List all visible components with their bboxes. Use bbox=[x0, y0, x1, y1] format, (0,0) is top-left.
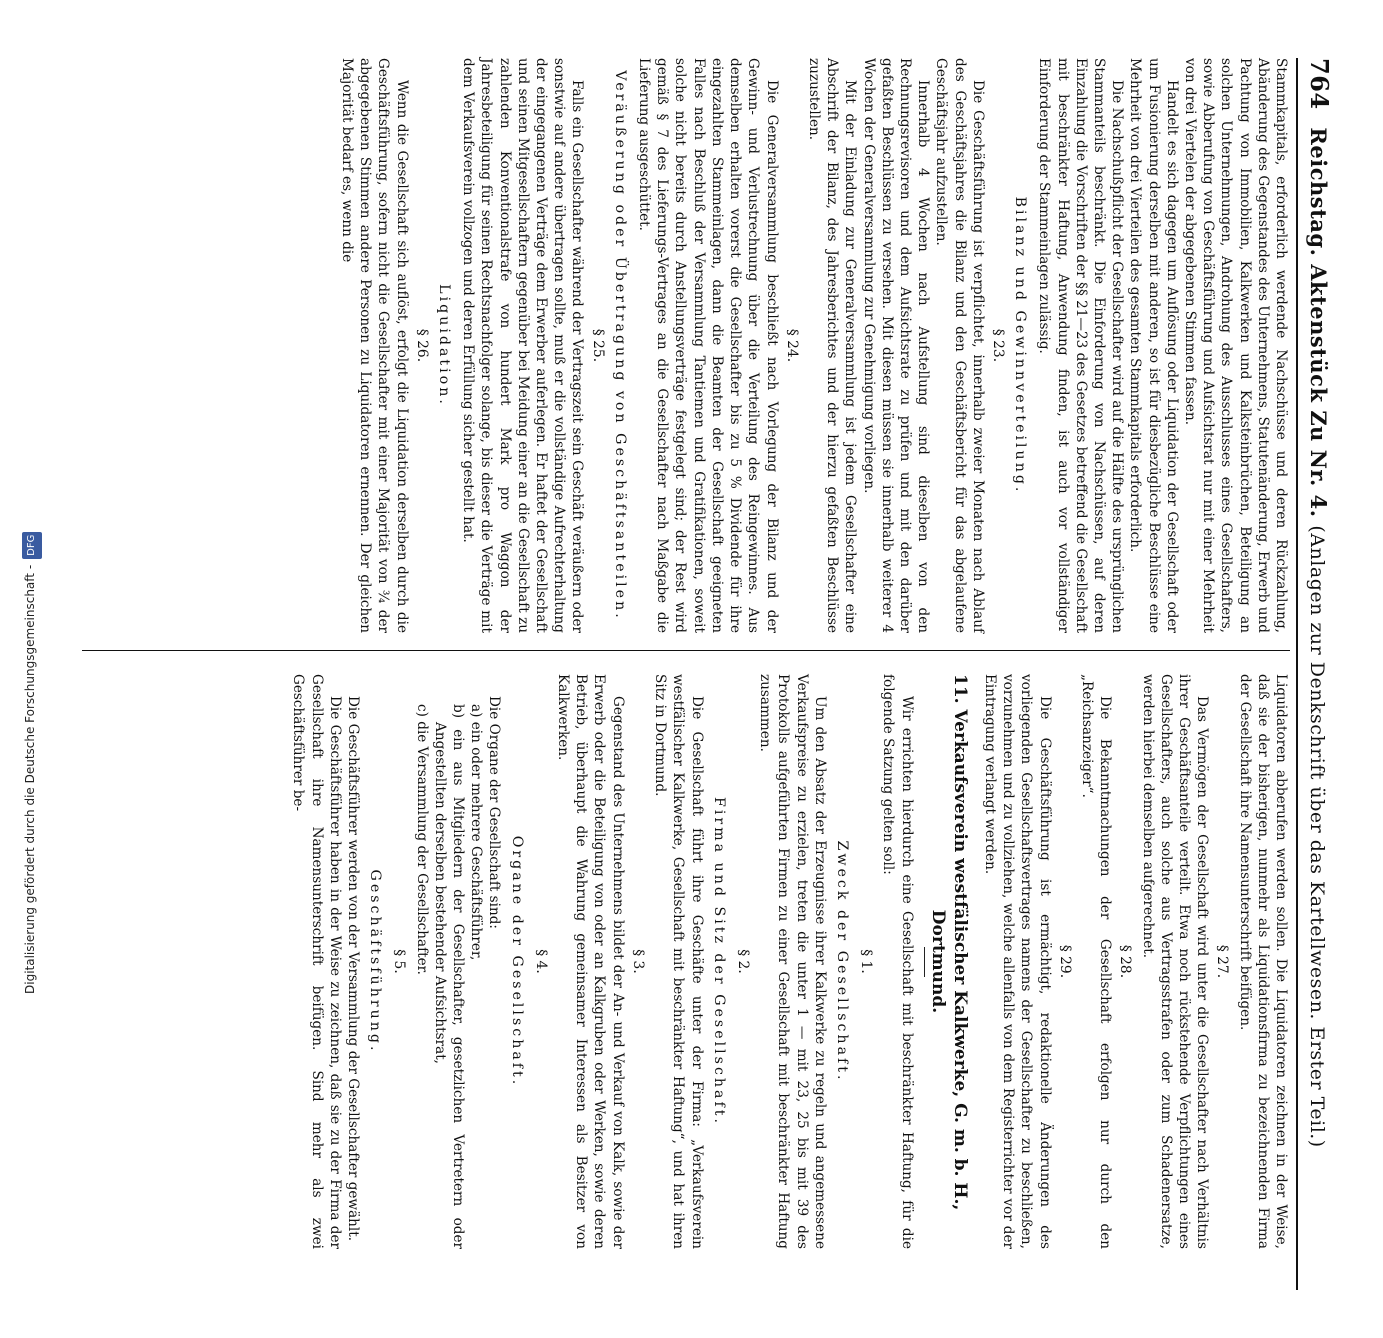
credit-text: Digitalisierung gefördert durch die Deutsche Forschungsgemeinschaft - bbox=[23, 564, 37, 994]
paragraph-number: § 24. bbox=[783, 328, 800, 363]
paragraph: Die Geschäftsführung ist verpflichtet, innerhalb zweier Monaten nach Ablauf des Geschäftsjahres die Bilanz und den Geschäftsbericht für das abgelaufene Geschäftsjahr aufzustellen. bbox=[933, 58, 986, 633]
paragraph: Die Geschäftsführer haben in der Weise zu zeichnen, daß sie zu der Firma der Gesellschaft ihre Namensunterschrift beifügen. Sind mehr als zwei Geschäftsführer be- bbox=[290, 674, 343, 1249]
paragraph: Stammkapitals, erforderlich werdende Nachschüsse und deren Rückzahlung, Abänderung des Gegenstandes des Unternehmens, Statutenänderung, Erwerb und Pachtung von Immobilien, Kalkwerken und Kalksteinbrüchen, Beteiligung an solchen Unternehmungen, Androhung des Ausschlusses eines Gesellschafters, sowie Abberufung von Geschäftsführung und Aufsichtsrat nur mit einer Mehrheit von drei Viertelen der abgegebenen Stimmen fassen. bbox=[1181, 58, 1289, 633]
column-divider bbox=[82, 650, 1290, 651]
paragraph: Wenn die Gesellschaft sich auflöst, erfolgt die Liquidation derselben durch die Geschäftsführung, sofern nicht die Gesellschafter mit einer Majorität von ¾ der abgegebenen Stimmen andere Personen zu Liquidatoren ernennen. Der gleichen Majorität bedarf es, wenn die bbox=[339, 58, 410, 633]
organ-list bbox=[412, 704, 485, 1249]
list-item: a) ein oder mehrere Geschäftsführer, bbox=[468, 704, 485, 961]
paragraph: Wir errichten hierdurch eine Gesellschaft mit beschränkter Haftung, für die folgende Satzung gelten soll: bbox=[880, 674, 915, 1249]
paragraph: Gegenstand des Unternehmens bildet der An- und Verkauf von Kalk, sowie der Erwerb oder die Beteiligung von oder an Kalkgruben oder Werken, sowie deren Betrieb, überhaupt die Wahrung gemeinsamer Interessen als Besitzer von Kalkwerken. bbox=[555, 674, 626, 1249]
paragraph-number: § 28. bbox=[1117, 944, 1134, 979]
paragraph-number: § 5. bbox=[391, 949, 408, 974]
section-heading: Zweck der Gesellschaft. bbox=[833, 840, 850, 1083]
side-credit bbox=[0, 0, 40, 1000]
paragraph: Die Geschäftsführer werden von der Versammlung der Gesellschafter gewählt. bbox=[345, 696, 362, 1242]
paragraph-number: § 2. bbox=[734, 949, 751, 974]
short-rule bbox=[924, 947, 925, 977]
section-heading: Veräußerung oder Übertragung von Geschäftsanteilen. bbox=[611, 70, 628, 621]
digitization-credit bbox=[20, 16, 40, 994]
header-subtitle: (Anlagen zur Denkschrift über das Kartellwesen. Erster Teil.) bbox=[1306, 525, 1328, 1148]
paragraph: Die Gesellschaft führt ihre Geschäfte unter der Firma: „Verkaufsverein westfälischer Kalkwerke, Gesellschaft mit beschränkter Haftung“, und hat ihren Sitz in Dortmund. bbox=[652, 674, 705, 1249]
list-item: c) die Versammlung der Gesellschafter. bbox=[413, 704, 430, 976]
paragraph: Falls ein Gesellschafter während der Vertragszeit sein Geschäft veräußern oder sonstwie auf andere übertragen sollte, muß er die vollständige Aufrechterhaltung der eingegangenen Verträge dem Erwerber auferlegen. Er haftet der Gesellschaft und seinen Mitgesellschaftern gegenüber bei Meidung einer an die Gesellschaft zu zahlenden Konventionalstrafe von hundert Mark pro Waggon der Jahresbeteiligung für seinen Rechtsnachfolger solange, bis dieser die Verträge mit dem Verkaufsverein vollzogen und deren Erfüllung sicher gestellt hat. bbox=[460, 58, 586, 633]
paragraph: Die Geschäftsführung ist ermächtigt, redaktionelle Änderungen des vorliegenden Gesellschaftsvertrages namens der Gesellschafter zu beschließen, vorzunehmen und zu vollziehen, welche allenfalls von dem Registerrichter vor der Eintragung verlangt werden. bbox=[981, 674, 1053, 1249]
paragraph: Die Bekanntmachungen der Gesellschaft erfolgen nur durch den „Reichsanzeiger“. bbox=[1078, 674, 1114, 1249]
document-page bbox=[46, 2, 1358, 1249]
dfg-logo: DFG bbox=[22, 532, 42, 559]
paragraph: Das Vermögen der Gesellschaft wird unter die Gesellschafter nach Verhältnis ihrer Geschäftsanteile verteilt. Etwa noch rückstehende Verpflichtungen eines Gesellschafters, auch solche aus Vertragsstrafen oder zum Schadenersatze, werden hierbei demselben aufgerechnet. bbox=[1139, 674, 1211, 1249]
page-number: 764 bbox=[1305, 58, 1334, 110]
paragraph: Innerhalb 4 Wochen nach Aufstellung sind dieselben von den Rechnungsrevisoren und dem Aufsichtsrate zu prüfen und mit den darüber gefaßten Beschlüssen zu versehen. Mit diesen müssen sie innerhalb weiterer 4 Wochen der Generalversammlung zur Genehmigung vorliegen. bbox=[860, 58, 932, 633]
paragraph: Mit der Einladung zur Generalversammlung ist jedem Gesellschafter eine Abschrift der Bilanz, des Jahresberichtes und der hierzu gefaßten Beschlüsse zuzustellen. bbox=[805, 58, 859, 633]
paragraph-number: § 27. bbox=[1214, 944, 1231, 979]
paragraph: Die Nachschußpflicht der Gesellschafter wird auf die Hälfte des ursprünglichen Stammanteils beschränkt. Die Einforderung von Nachschüssen, auf deren Einzahlung die Vorschriften der §§ 21—23 des Gesetzes betreffend die Gesellschaft mit beschränkter Haftung, Anwendung finden, ist auch vor vollständiger Einforderung der Stammeinlagen zulässig. bbox=[1036, 58, 1126, 633]
paragraph-number: § 3. bbox=[629, 949, 646, 974]
running-header bbox=[1302, 58, 1336, 1338]
section-heading: Firma und Sitz der Gesellschaft. bbox=[710, 797, 727, 1126]
paragraph-number: § 25. bbox=[589, 328, 606, 363]
section-heading: Bilanz und Gewinnverteilung. bbox=[1012, 196, 1029, 495]
paragraph-number: § 26. bbox=[413, 328, 430, 363]
section-heading: Geschäftsführung. bbox=[367, 869, 384, 1054]
paragraph-number: § 23. bbox=[989, 328, 1006, 363]
paragraph-number: § 29. bbox=[1056, 944, 1073, 979]
header-rule bbox=[1296, 58, 1298, 1290]
right-column bbox=[289, 674, 1290, 1249]
paragraph: Handelt es sich dagegen um Auflösung oder Liquidation der Gesellschaft oder um Fusionierung derselben mit anderen, so ist für diesbezügliche Beschlüsse eine Mehrheit von drei Vierteilen des gesamten Stammkapitals erforderlich. bbox=[1127, 58, 1180, 633]
section-title: 11. Verkaufsverein westfälischer Kalkwerke, G. m. b. H., bbox=[949, 674, 970, 1211]
paragraph-number: § 1. bbox=[858, 949, 875, 974]
section-heading: Liquidation. bbox=[436, 284, 453, 407]
paragraph: Liquidatoren abberufen werden sollen. Die Liquidatoren zeichnen in der Weise, daß sie der bisherigen, nunmehr als Liquidationsfirma zu bezeichnenden Firma der Gesellschaft ihre Namensunterschrift beifügen. bbox=[1236, 674, 1289, 1249]
paragraph: Die Generalversammlung beschließt nach Vorlegung der Bilanz und der Gewinn- und Verlustrechnung über die Verteilung des Reingewinnes. Aus demselben erhalten vorerst die Gesellschafter bis zu 5 % Dividende für ihre eingezahlten Stammeinlagen, dann die Beamten der Gesellschaft geeigneten Falles nach Beschluß der Versammlung Tantiemen und Gratifikationen, soweit solche nicht bereits durch Anstellungsverträge festgelegt sind; der Rest wird gemäß § 7 des Lieferungs-Vertrages an die Gesellschafter nach Maßgabe die Lieferung ausgeschüttet. bbox=[636, 58, 780, 633]
paragraph: Um den Absatz der Erzeugnisse ihrer Kalkwerke zu regeln und angemessene Verkaufspreise zu erzielen, treten die unter 1 — mit 23, 25 bis mit 39 des Protokolls aufgeführten Firmen zu einer Gesellschaft mit beschränkter Haftung zusammen. bbox=[757, 674, 828, 1249]
header-title: Reichstag. Aktenstück Zu Nr. 4. bbox=[1306, 127, 1331, 518]
section-city: Dortmund. bbox=[927, 909, 948, 1014]
left-column bbox=[338, 58, 1290, 633]
paragraph-number: § 4. bbox=[532, 949, 549, 974]
list-item: b) ein aus Mitgliedern der Gesellschafter, gesetzlichen Vertretern oder Angestellten derselben bestehender Aufsichtsrat, bbox=[431, 704, 467, 1249]
paragraph: Die Organe der Gesellschaft sind: bbox=[486, 696, 503, 929]
section-heading: Organe der Gesellschaft. bbox=[508, 835, 525, 1088]
